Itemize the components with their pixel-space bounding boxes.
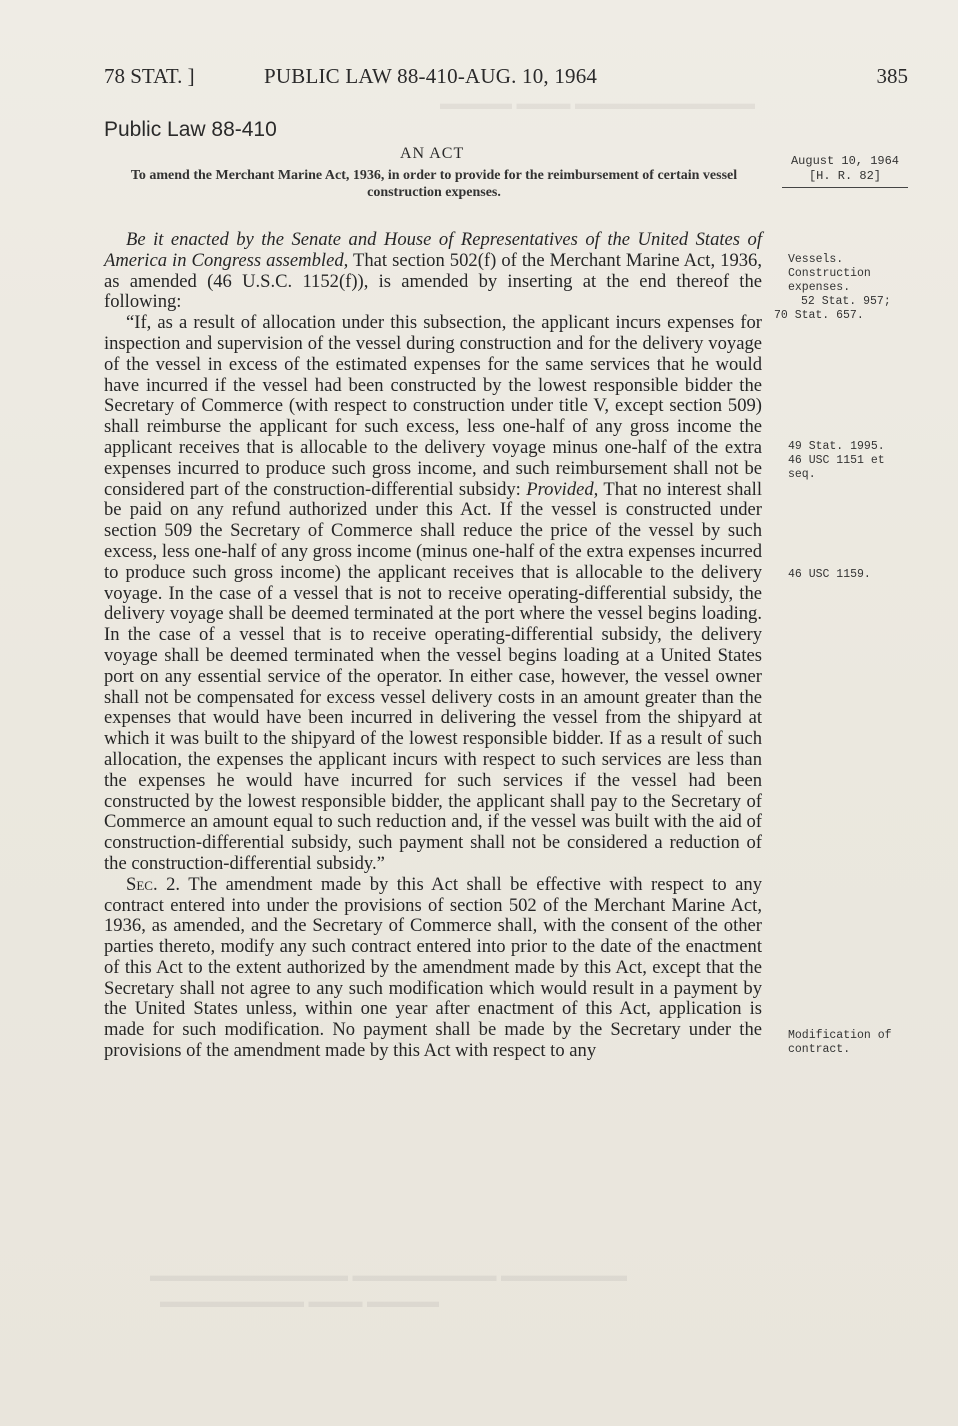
provision-text-1: “If, as a result of allocation under this subsection, the applicant incurs expenses for inspection and supervision of the vessel during construction and for the delivery voyage of the vessel in excess of the estimated expenses for the same services that he would have incurred if the vessel had been constructed by the lowest responsible bidder the Secretary of Commerce (with respect to construction under title V, except section 509) shall reimburse the applicant for such excess, less one-half of any gross income the applicant receives that is allocable to the delivery voyage minus one-half of the extra expenses incurred to produce such gross income, and such reimbursement shall not be considered part of the construction-differential subsidy: <box>104 312 762 500</box>
enacting-clause <box>104 230 762 313</box>
bleed-through: ▬▬▬▬▬▬▬▬▬▬▬ ▬▬▬▬▬▬▬▬ ▬▬▬▬▬▬▬ <box>150 1265 627 1285</box>
bleed-through: ▬▬▬▬▬▬▬▬ ▬▬▬ ▬▬▬▬ <box>160 1291 439 1311</box>
margin-note-usc-1159 <box>774 568 914 582</box>
bill-number: [H. R. 82] <box>808 169 881 183</box>
section-2-label: Sec. 2. <box>126 873 181 895</box>
enactment-date: August 10, 1964 <box>790 154 900 168</box>
margin-note-line: 70 Stat. 657. <box>774 309 864 322</box>
section-2 <box>104 875 762 1062</box>
provided-word: Provided, <box>526 478 599 500</box>
enacting-text: That section 502(f) of the Merchant Marine Act, 1936, as amended (46 U.S.C. 1152(f)), is amended by inserting at the end thereof the following: <box>104 249 762 313</box>
page-number: 385 <box>876 64 908 88</box>
running-head-title: PUBLIC LAW 88-410-AUG. 10, 1964 <box>264 64 598 88</box>
act-purpose: To amend the Merchant Marine Act, 1936, in order to provide for the reimbursement of certain vessel construction expenses. <box>130 168 738 200</box>
margin-note-vessels <box>774 253 914 323</box>
margin-note-line: 46 USC 1159. <box>788 568 871 581</box>
bleed-through: ▬▬▬▬ ▬▬▬ ▬▬▬▬▬▬▬▬▬▬ <box>440 93 755 113</box>
inserted-provision <box>104 313 762 875</box>
margin-note-line: 49 Stat. 1995. <box>788 440 885 453</box>
running-head-stat: 78 STAT. ] <box>104 64 195 88</box>
provision-text-2: That no interest shall be paid on any refund authorized under this Act. If the vessel is constructed under section 509 the Secretary of Commerce shall reduce the price of the vessel by such excess, less one-half of any gross income (minus one-half of the extra expenses incurred to produce such gross income) the applicant receives that is allocable to the delivery voyage. In the case of a vessel that is not to receive operating-differential subsidy, the delivery voyage shall be deemed terminated at the port where the vessel begins loading. In the case of a vessel that is to receive operating-differential subsidy, the delivery voyage shall be deemed terminated when the vessel begins loading at a United States port on any essential service of the operator. In either case, however, the vessel owner shall not be compensated for excess vessel delivery costs in an amount greater than the expenses that would have been incurred in delivering the vessel from the shipyard at which it was built to the shipyard of the lowest responsible bidder. If as a result of such allocation, the expenses the applicant incurs with respect to such services are less than the expenses he would have incurred for such services if the vessel had been constructed by the lowest responsible bidder, the applicant shall pay to the Secretary of Commerce an amount equal to such reduction and, if the vessel was built with the aid of construction-differential subsidy, such payment shall not be considered a reduction of the construction-differential subsidy.” <box>104 478 762 874</box>
margin-note-line: 46 USC 1151 et seq. <box>788 454 885 481</box>
an-act-heading: AN ACT <box>400 145 465 162</box>
law-title: Public Law 88-410 <box>104 118 277 141</box>
running-head <box>104 64 908 92</box>
enacting-formula: Be it enacted by the Senate and House of Representatives of the United States of America in Congress assembled, <box>104 229 762 271</box>
margin-note-line: Construction expenses. <box>788 267 871 294</box>
margin-note-49-stat <box>774 440 914 482</box>
margin-note-line: Modification of contract. <box>788 1029 892 1056</box>
margin-note-line: Vessels. <box>788 253 844 266</box>
act-body <box>104 230 762 1062</box>
section-2-text: The amendment made by this Act shall be effective with respect to any contract entered into under the provisions of section 502 of the Merchant Marine Act, 1936, as amended, and the Secretary of Commerce shall, with the consent of the other parties thereto, modify any such contract entered into prior to the date of the enactment of this Act to the extent authorized by the amendment made by this Act, except that the Secretary shall not agree to any such modification which would result in a payment by the United States unless, within one year after enactment of this Act, application is made for such modification. No payment shall be made by the Secretary under the provisions of the amendment made by this Act with respect to any <box>104 873 762 1062</box>
enactment-date-note <box>782 154 908 188</box>
margin-note-line: 52 Stat. 957; <box>801 295 891 308</box>
margin-note-modification <box>774 1029 914 1057</box>
